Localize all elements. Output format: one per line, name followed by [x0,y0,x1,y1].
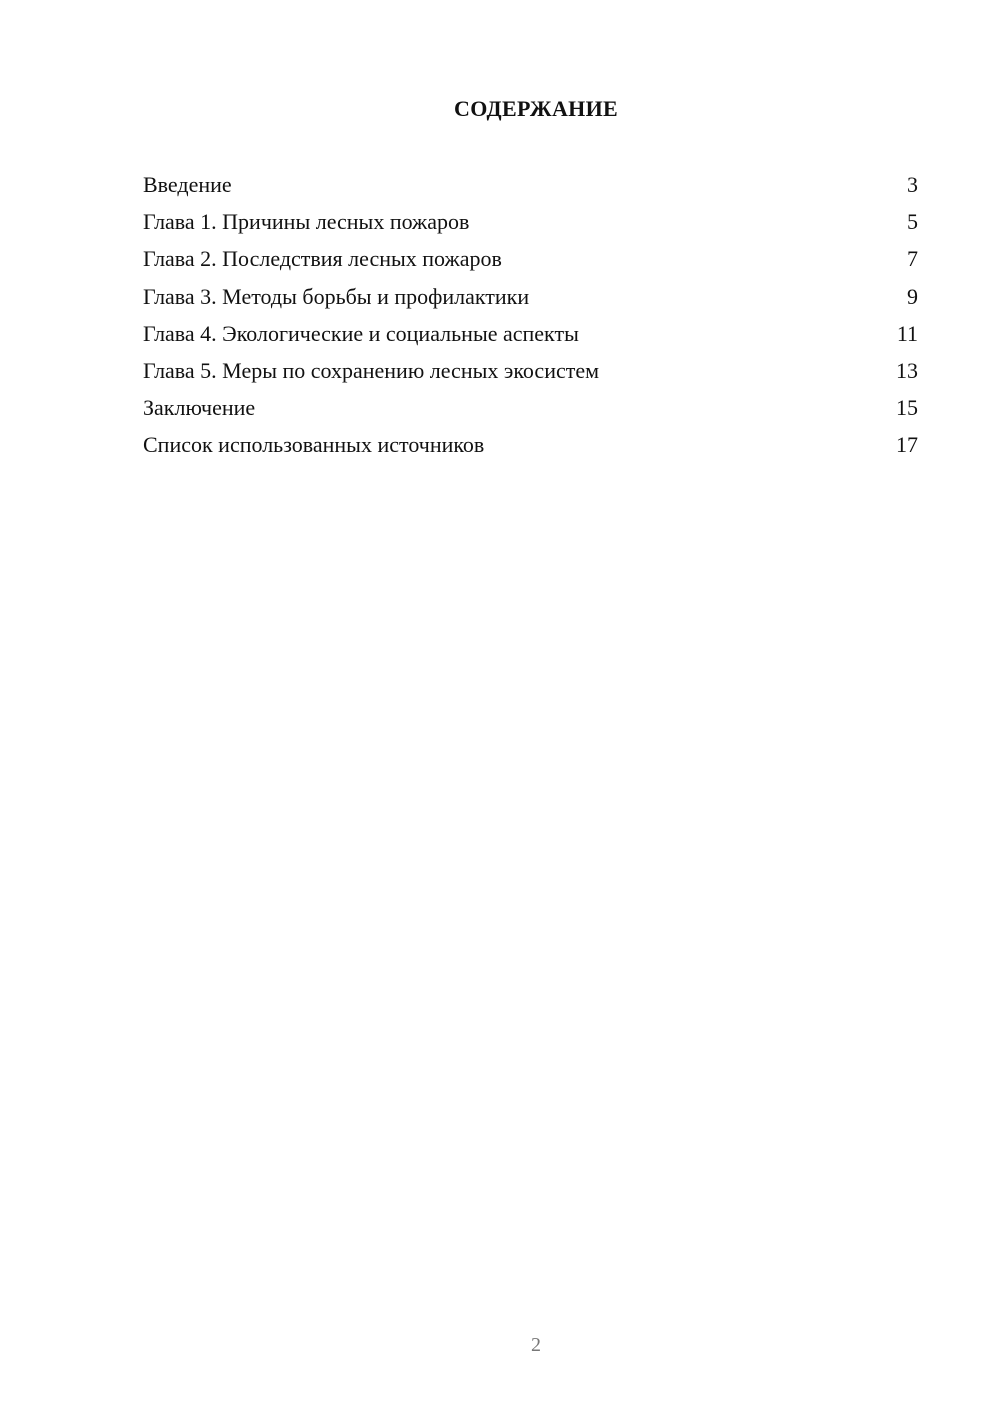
table-of-contents [143,170,918,468]
toc-item-page: 9 [907,283,918,309]
toc-item-page: 3 [907,172,918,197]
toc-title: СОДЕРЖАНИЕ [454,96,618,121]
toc-item-chapter-4 [143,319,918,356]
toc-item-page: 11 [896,320,918,346]
toc-item-chapter-3 [143,282,918,319]
toc-item-label: Глава 1. Причины лесных пожаров [143,209,470,235]
toc-item-page: 15 [896,395,918,421]
toc-item-introduction [143,170,918,207]
toc-item-label: Глава 3. Методы борьбы и профилактики [143,283,530,309]
toc-item-page: 13 [896,357,918,383]
toc-item-label: Список использованных источников [143,432,485,458]
toc-item-references [143,430,918,467]
toc-item-label: Глава 5. Меры по сохранению лесных экосистем [143,357,600,383]
toc-item-label: Глава 4. Экологические и социальные аспекты [143,320,579,346]
toc-item-page: 17 [896,432,918,458]
toc-item-label: Введение [143,172,232,197]
toc-item-chapter-2 [143,244,918,281]
page-number: 2 [531,1334,541,1356]
toc-item-label: Заключение [143,395,256,421]
toc-item-page: 7 [907,246,918,272]
toc-item-conclusion [143,393,918,430]
toc-item-label: Глава 2. Последствия лесных пожаров [143,246,502,272]
toc-item-chapter-5 [143,356,918,393]
toc-item-page: 5 [907,209,918,235]
toc-item-chapter-1 [143,207,918,244]
